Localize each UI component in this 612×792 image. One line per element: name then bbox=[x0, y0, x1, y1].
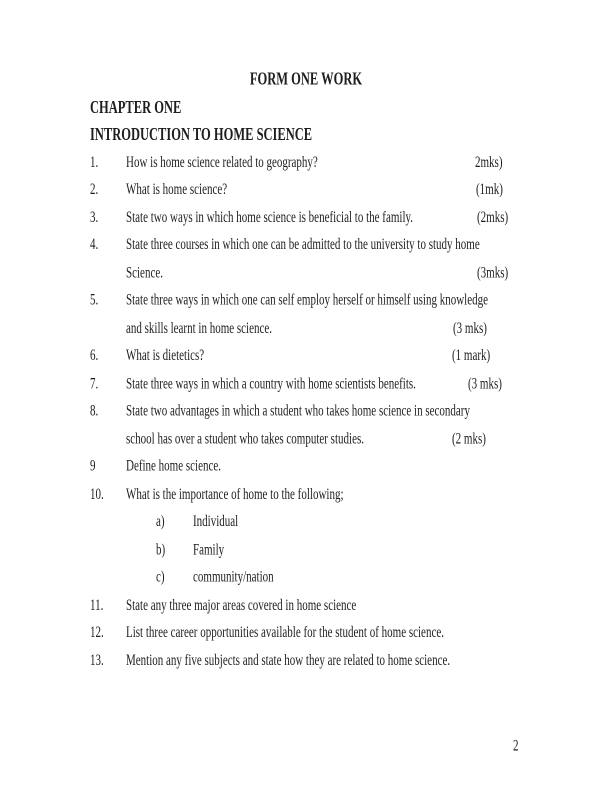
question-line-2 bbox=[0, 177, 612, 205]
sub-item-text: Family bbox=[193, 540, 225, 559]
sub-item-b bbox=[0, 537, 612, 565]
question-line-13 bbox=[0, 647, 612, 675]
sub-item-a bbox=[0, 509, 612, 537]
question-text: What is the importance of home to the following; bbox=[126, 485, 344, 503]
question-text: and skills learnt in home science. bbox=[126, 319, 273, 337]
question-number: 11. bbox=[90, 596, 104, 614]
question-number: 13. bbox=[90, 651, 104, 669]
question-line-12 bbox=[0, 620, 612, 648]
question-number: 1. bbox=[90, 153, 99, 171]
question-number: 6. bbox=[90, 347, 99, 365]
marks-label: (3mks) bbox=[477, 264, 509, 282]
section-heading: INTRODUCTION TO HOME SCIENCE bbox=[90, 124, 313, 145]
question-number: 12. bbox=[90, 624, 104, 642]
question-text: List three career opportunities available for the student of home science. bbox=[126, 624, 444, 642]
question-number: 4. bbox=[90, 236, 99, 254]
question-line-6 bbox=[0, 343, 612, 371]
question-number: 2. bbox=[90, 181, 99, 199]
sub-item-letter: c) bbox=[156, 568, 165, 586]
question-number: 3. bbox=[90, 208, 99, 226]
question-number: 9 bbox=[90, 457, 96, 475]
question-line-4-continued bbox=[0, 260, 612, 288]
question-line-5 bbox=[0, 288, 612, 316]
page-number: 2 bbox=[513, 737, 519, 755]
marks-label: (1 mark) bbox=[452, 347, 491, 365]
question-line-8 bbox=[0, 398, 612, 426]
question-text: What is dietetics? bbox=[126, 347, 205, 365]
question-line-5-continued bbox=[0, 315, 612, 343]
marks-label: (2mks) bbox=[477, 208, 509, 226]
question-text: State two ways in which home science is beneficial to the family. bbox=[126, 208, 414, 226]
question-text: How is home science related to geography? bbox=[126, 153, 318, 171]
marks-label: (3 mks) bbox=[453, 319, 487, 337]
marks-label: 2mks) bbox=[475, 153, 503, 171]
marks-label: (1mk) bbox=[476, 181, 503, 199]
sub-item-text: Individual bbox=[193, 513, 239, 531]
question-line-11 bbox=[0, 592, 612, 620]
question-text: State two advantages in which a student who takes home science in secondary bbox=[126, 402, 470, 420]
marks-label: (3 mks) bbox=[468, 374, 502, 392]
question-line-9 bbox=[0, 454, 612, 482]
question-line-4 bbox=[0, 232, 612, 260]
question-line-3 bbox=[0, 204, 612, 232]
question-text: Define home science. bbox=[126, 457, 221, 475]
sub-item-letter: a) bbox=[156, 513, 165, 531]
document-body bbox=[0, 66, 612, 755]
question-text: school has over a student who takes computer studies. bbox=[126, 430, 364, 448]
sub-item-c bbox=[0, 564, 612, 592]
marks-label: (2 mks) bbox=[452, 430, 486, 448]
question-line-8-continued bbox=[0, 426, 612, 454]
question-text: State three ways in which one can self employ herself or himself using knowledge bbox=[126, 291, 488, 309]
question-line-7 bbox=[0, 371, 612, 399]
question-line-10 bbox=[0, 481, 612, 509]
question-text: State any three major areas covered in home science bbox=[126, 596, 357, 614]
question-text: State three courses in which one can be admitted to the university to study home bbox=[126, 236, 480, 254]
question-number: 10. bbox=[90, 485, 104, 503]
chapter-heading: CHAPTER ONE bbox=[90, 96, 182, 117]
question-text: What is home science? bbox=[126, 181, 228, 199]
sub-item-letter: b) bbox=[156, 540, 166, 559]
question-number: 7. bbox=[90, 374, 99, 392]
question-number: 8. bbox=[90, 402, 99, 420]
question-line-1 bbox=[0, 149, 612, 177]
question-text: State three ways in which a country with home scientists benefits. bbox=[126, 374, 416, 392]
sub-item-text: community/nation bbox=[193, 568, 274, 586]
question-number: 5. bbox=[90, 291, 99, 309]
page-title: FORM ONE WORK bbox=[249, 68, 363, 89]
question-text: Mention any five subjects and state how they are related to home science. bbox=[126, 651, 451, 669]
question-text: Science. bbox=[126, 264, 163, 282]
